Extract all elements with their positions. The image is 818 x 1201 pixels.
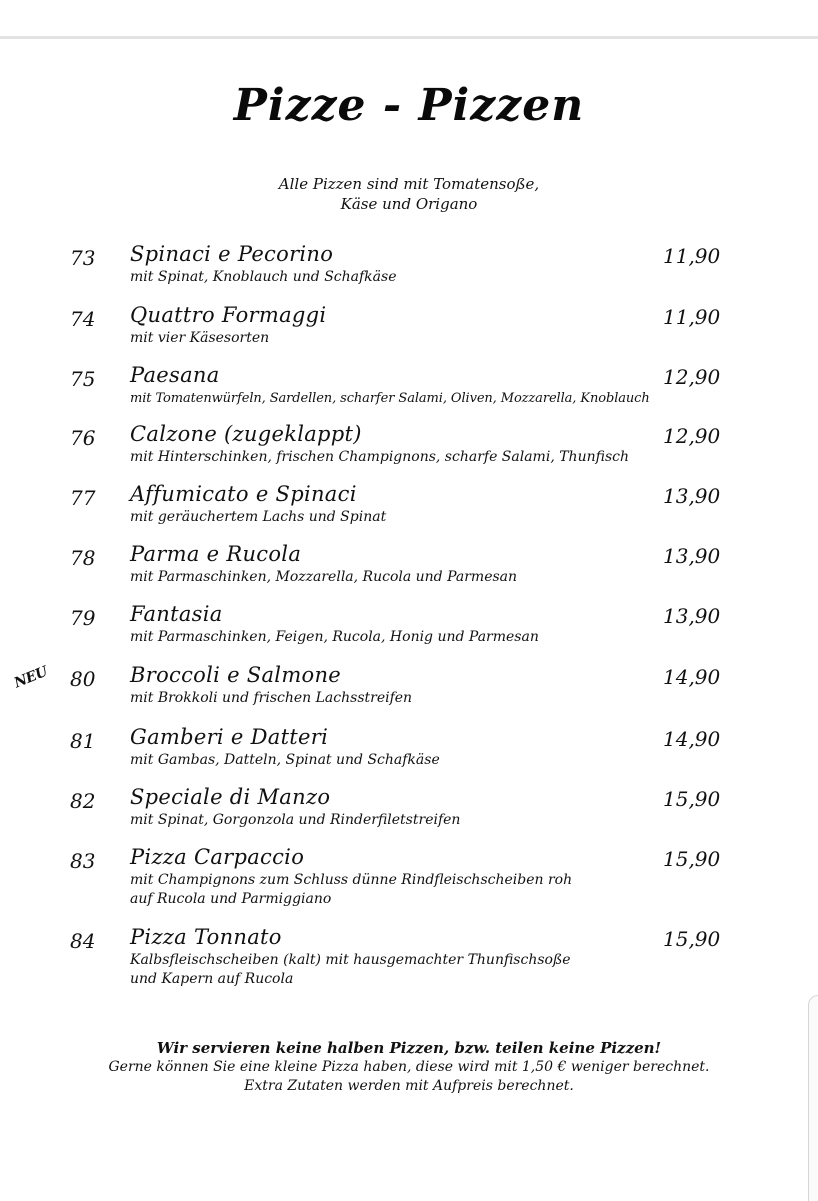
menu-subtitle [0,174,818,214]
item-number: 82 [70,789,96,813]
item-price: 12,90 [663,424,721,448]
item-price: 14,90 [663,727,721,751]
item-name: Paesana [130,363,220,387]
item-name: Gamberi e Datteri [130,725,329,749]
item-description [130,268,397,287]
item-name: Parma e Rucola [130,542,302,566]
item-number: 77 [70,486,96,510]
item-number: 80 [70,667,96,691]
item-description-line-1: mit Spinat, Gorgonzola und Rinderfiletstreifen [130,812,461,828]
item-name: Calzone (zugeklappt) [130,422,362,446]
item-price: 13,90 [663,484,721,508]
footer-notice: Wir servieren keine halben Pizzen, bzw. teilen keine Pizzen! [156,1039,662,1057]
subtitle-line-1: Alle Pizzen sind mit Tomatensoße, [278,175,540,193]
item-description-line-1: mit Parmaschinken, Feigen, Rucola, Honig und Parmesan [130,629,539,645]
subtitle-line-2: Käse und Origano [340,195,478,213]
item-name: Pizza Tonnato [130,925,282,949]
item-description [130,951,571,989]
item-name: Broccoli e Salmone [130,663,342,687]
item-description-line-1: mit Hinterschinken, frischen Champignons, scharfe Salami, Thunfisch [130,449,629,465]
item-description [130,811,460,830]
item-description-line-1: mit Spinat, Knoblauch und Schafkäse [130,269,397,285]
item-price: 15,90 [663,927,721,951]
item-description [130,448,629,467]
item-description [130,508,386,527]
item-price: 13,90 [663,604,721,628]
menu-title: Pizze - Pizzen [233,80,585,131]
footer-extras-note: Extra Zutaten werden mit Aufpreis berechnet. [244,1078,574,1094]
item-description-line-1: Kalbsfleischscheiben (kalt) mit hausgemachter Thunfischsoße [130,952,571,968]
item-price: 13,90 [663,544,721,568]
item-number: 81 [70,729,96,753]
item-description [130,389,650,408]
item-description-line-2: und Kapern auf Rucola [130,971,294,987]
item-description-line-1: mit Parmaschinken, Mozzarella, Rucola und Parmesan [130,569,518,585]
item-description-line-1: mit Gambas, Datteln, Spinat und Schafkäse [130,752,440,768]
item-description-line-2: auf Rucola und Parmiggiano [130,891,332,907]
item-price: 11,90 [663,244,721,268]
item-price: 15,90 [663,787,721,811]
item-number: 78 [70,546,96,570]
item-description [130,751,440,770]
item-name: Pizza Carpaccio [130,845,305,869]
item-description [130,871,572,909]
item-name: Quattro Formaggi [130,303,327,327]
item-description-line-1: mit Tomatenwürfeln, Sardellen, scharfer Salami, Oliven, Mozzarella, Knoblauch [130,391,650,406]
item-price: 14,90 [663,665,721,689]
item-price: 11,90 [663,305,721,329]
item-price: 12,90 [663,365,721,389]
item-name: Affumicato e Spinaci [130,482,357,506]
top-divider [0,36,818,39]
item-description [130,628,539,647]
item-number: 79 [70,606,96,630]
item-name: Fantasia [130,602,223,626]
item-number: 76 [70,426,96,450]
item-number: 75 [70,367,96,391]
item-description-line-1: mit geräuchertem Lachs und Spinat [130,509,387,525]
item-description-line-1: mit vier Käsesorten [130,330,270,346]
item-description [130,689,412,708]
item-description [130,329,269,348]
page-curl-edge [808,995,818,1201]
item-number: 73 [70,246,96,270]
menu-footer [0,1038,818,1096]
item-number: 84 [70,929,96,953]
item-number: 83 [70,849,96,873]
footer-small-pizza-note: Gerne können Sie eine kleine Pizza haben, diese wird mit 1,50 € weniger berechnet. [108,1059,710,1075]
item-name: Speciale di Manzo [130,785,331,809]
item-price: 15,90 [663,847,721,871]
item-description [130,568,517,587]
item-description-line-1: mit Champignons zum Schluss dünne Rindfleischscheiben roh [130,872,573,888]
item-description-line-1: mit Brokkoli und frischen Lachsstreifen [130,690,413,706]
new-badge: NEU [12,663,50,692]
item-number: 74 [70,307,96,331]
item-name: Spinaci e Pecorino [130,242,334,266]
